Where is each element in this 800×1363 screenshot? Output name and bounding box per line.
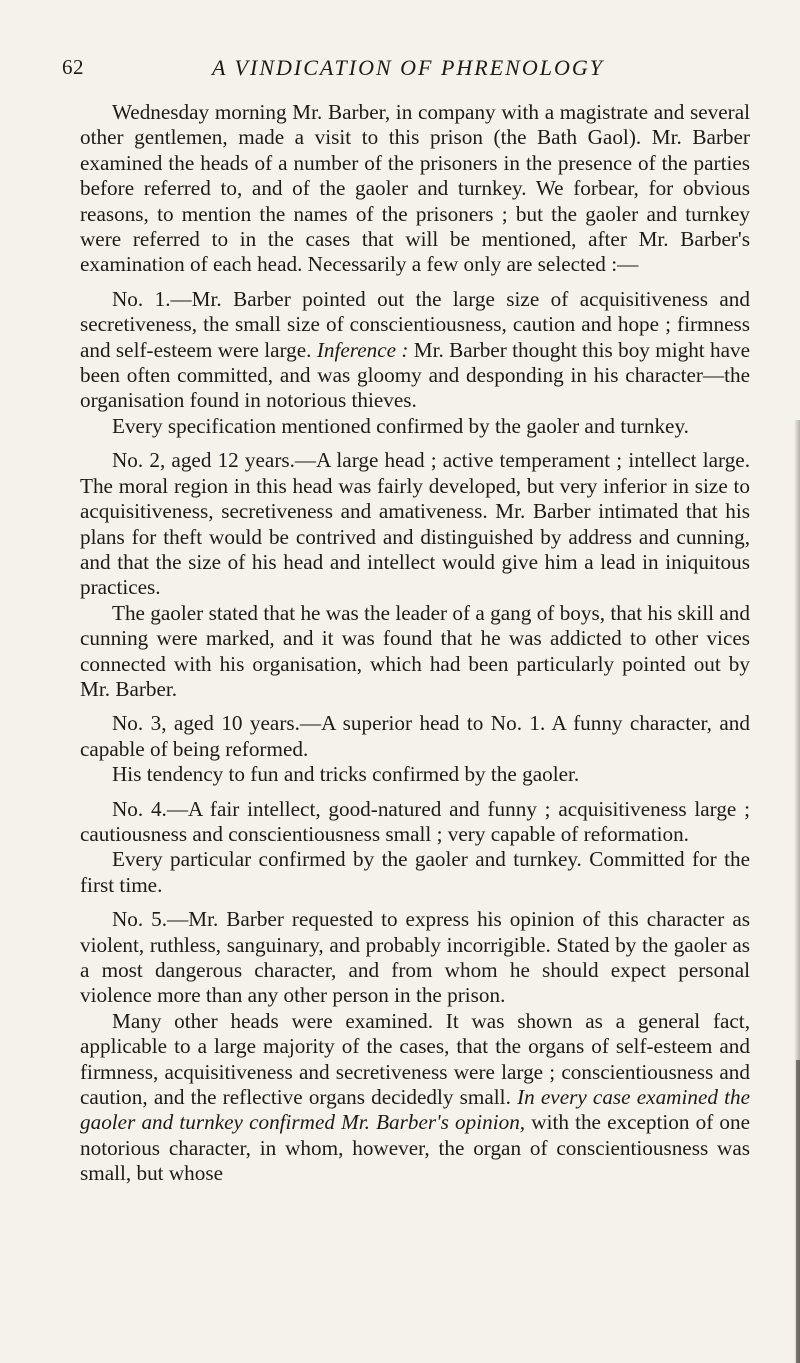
body-text [80,100,750,1187]
page-edge-dark [796,1060,800,1363]
paragraph-intro: Wednesday morning Mr. Barber, in company with a magistrate and several other gentlemen, made a visit to this prison (the Bath Gaol). Mr. Barber examined the heads of a number of the prisoners in the presence of the parties before referred to, and of the gaoler and turnkey. We forbear, for obvious reasons, to mention the names of the prisoners ; but the gaoler and turnkey were referred to in the cases that will be mentioned, after Mr. Barber's examination of each head. Necessarily a few only are selected :— [80,100,750,277]
paragraph-summary [80,1009,750,1187]
paragraph-case-4-confirm: Every particular confirmed by the gaoler and turnkey. Committed for the first time. [80,847,750,897]
paragraph-case-5: No. 5.—Mr. Barber requested to express his opinion of this character as violent, ruthless, sanguinary, and probably incorrigible. Stated by the gaoler as a most dangerous character, and from whom he should expect personal violence more than any other person in the prison. [80,907,750,1008]
inference-label: Inference : [316,337,409,362]
case-1-inference: Mr. Barber thought this boy might have been often committed, and was gloomy and desponding in his character—the organisation found in notorious thieves. [80,337,750,413]
case-1-text: No. 1.—Mr. Barber pointed out the large size of acquisitiveness and secretiveness, the small size of conscientiousness, caution and hope ; firmness and self-esteem were large. [80,286,750,362]
running-title: A VINDICATION OF PHRENOLOGY [212,55,604,80]
paragraph-case-3-confirm: His tendency to fun and tricks confirmed by the gaoler. [112,762,580,787]
paragraph-case-4: No. 4.—A fair intellect, good-natured and funny ; acquisitiveness large ; cautiousness and conscientiousness small ; very capable of reformation. [80,796,750,846]
summary-italic: In every case examined the gaoler and turnkey confirmed Mr. Barber's opinion, [80,1085,751,1135]
page-number: 62 [62,55,84,79]
summary-text: Many other heads were examined. It was shown as a general fact, applicable to a large majority of the cases, that the organs of self-esteem and firmness, acquisitiveness and secretiveness were large ; conscientiousness and caution, and the reflective organs decidedly small. [80,1008,750,1110]
paragraph-case-1-confirm: Every specification mentioned confirmed by the gaoler and turnkey. [112,413,689,438]
paragraph-case-3: No. 3, aged 10 years.—A superior head to No. 1. A funny character, and capable of being reformed. [80,711,750,761]
summary-continuation: with the exception of one notorious character, in whom, however, the organ of conscientiousness was small, but whose [80,1110,751,1186]
page-header [62,55,742,85]
paragraph-case-2: No. 2, aged 12 years.—A large head ; active temperament ; intellect large. The moral region in this head was fairly developed, but very inferior in size to acquisitiveness, secretiveness and amativeness. Mr. Barber intimated that his plans for theft would be contrived and distinguished by address and cunning, and that the size of his head and intellect would give him a lead in iniquitous practices. [80,448,750,600]
paragraph-case-2-confirm: The gaoler stated that he was the leader of a gang of boys, that his skill and cunning were marked, and it was found that he was addicted to other vices connected with his organisation, which had been particularly pointed out by Mr. Barber. [80,600,750,701]
paragraph-case-1 [80,287,750,414]
